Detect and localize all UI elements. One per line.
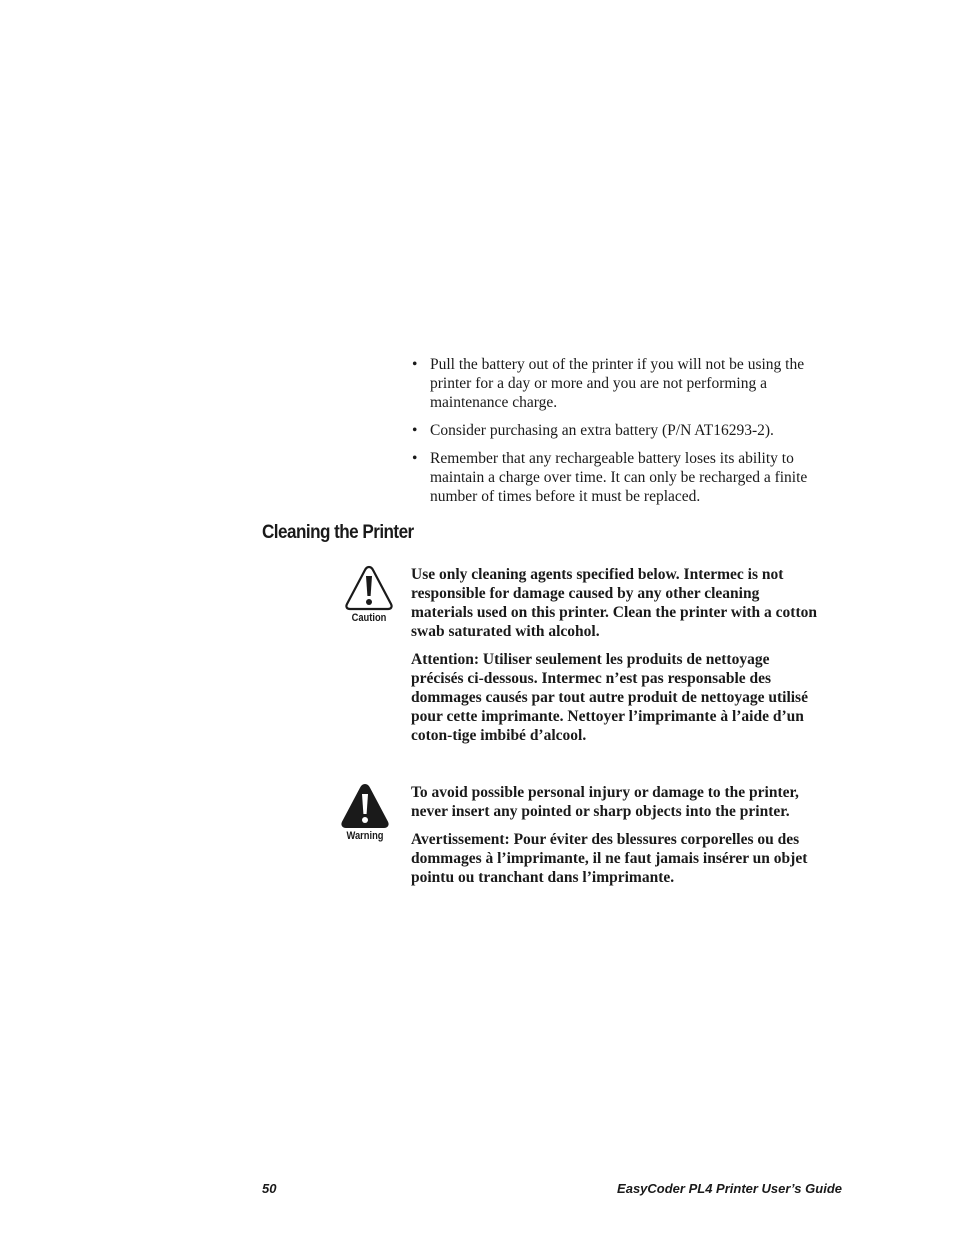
- warning-text-french: Avertissement: Pour éviter des blessures corporelles ou des dommages à l’imprimante, il ne faut jamais insérer un objet pointu ou tranchant dans l’imprimante.: [411, 831, 808, 886]
- caution-icon-block: [340, 565, 398, 624]
- caution-text-english: Use only cleaning agents specified below. Intermec is not responsible for damage caused by any other cleaning materials used on this printer. Clean the printer with a cotton swab saturated with alcohol.: [411, 566, 818, 640]
- caution-triangle-icon: [345, 565, 393, 611]
- warning-label: Warning: [346, 830, 384, 842]
- warning-icon-block: [336, 783, 394, 842]
- list-item: [410, 449, 840, 506]
- bullet-marker: •: [412, 422, 418, 439]
- guide-title: EasyCoder PL4 Printer User’s Guide: [617, 1181, 842, 1196]
- list-item-text: Consider purchasing an extra battery (P/N AT16293-2).: [430, 422, 774, 439]
- bullet-marker: •: [412, 450, 418, 467]
- section-heading: Cleaning the Printer: [262, 522, 414, 543]
- caution-label: Caution: [351, 612, 387, 624]
- list-item: [410, 421, 840, 440]
- warning-text-block: [411, 783, 821, 896]
- caution-text-french: Attention: Utiliser seulement les produits de nettoyage précisés ci-dessous. Intermec n’est pas responsable des dommages causés par tout autre produit de nettoyage utilisé pour cette imprimante. Nettoyer l’imprimante à l’aide d’un coton-tige imbibé d’alcool.: [411, 651, 808, 744]
- battery-tips-list: [410, 355, 840, 515]
- list-item-text: Remember that any rechargeable battery loses its ability to maintain a charge over time. It can only be recharged a finite number of times before it must be replaced.: [430, 450, 808, 505]
- list-item: [410, 355, 840, 412]
- list-item-text: Pull the battery out of the printer if you will not be using the printer for a day or more and you are not performing a maintenance charge.: [430, 356, 805, 411]
- warning-triangle-icon: [341, 783, 389, 829]
- caution-text-block: [411, 565, 821, 754]
- bullet-marker: •: [412, 356, 418, 373]
- warning-text-english: To avoid possible personal injury or damage to the printer, never insert any pointed or sharp objects into the printer.: [411, 784, 799, 820]
- page-number: 50: [262, 1181, 277, 1196]
